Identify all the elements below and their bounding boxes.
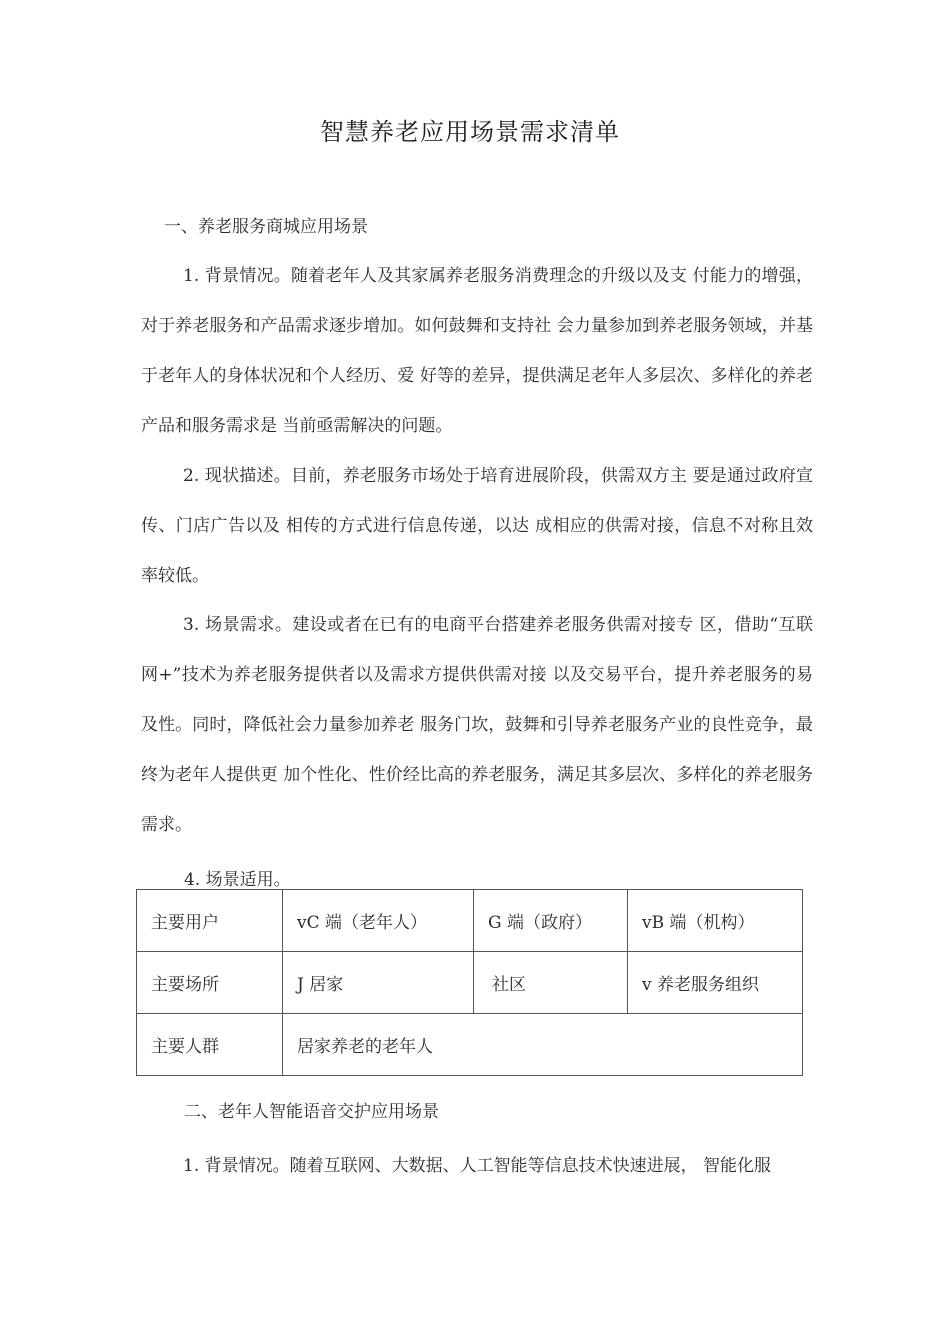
table-cell: vC 端（老年人） bbox=[283, 890, 474, 952]
table-row-label: 主要人群 bbox=[137, 1014, 283, 1076]
table-row bbox=[137, 952, 803, 1014]
table-cell: 社区 bbox=[474, 952, 628, 1014]
table-cell: G 端（政府） bbox=[474, 890, 628, 952]
page-title: 智慧养老应用场景需求清单 bbox=[320, 118, 620, 146]
section-1-paragraph-background: 1. 背景情况。随着老年人及其家属养老服务消费理念的升级以及支 付能力的增强，对于养老服务和产品需求逐步增加。如何鼓舞和支持社 会力量参加到养老服务领域，并基于老年人的身体状况和个人经历、爱 好等的差异，提供满足老年人多层次、多样化的养老产品和服务需求是 当前亟需解决的问题。 bbox=[141, 266, 813, 436]
table-cell: 居家养老的老年人 bbox=[283, 1014, 803, 1076]
table-row bbox=[137, 1014, 803, 1076]
table-cell: J 居家 bbox=[283, 952, 474, 1014]
section-1-applicability-heading: 4. 场景适用。 bbox=[184, 870, 291, 890]
section-1-heading: 一、养老服务商城应用场景 bbox=[164, 217, 368, 237]
section-1-paragraph-requirement: 3. 场景需求。建设或者在已有的电商平台搭建养老服务供需对接专 区，借助“互联网+”技术为养老服务提供者以及需求方提供供需对接 以及交易平台，提升养老服务的易及性。同时，降低社会力量参加养老 服务门坎，鼓舞和引导养老服务产业的良性竞争，最终为老年人提供更 加个性化、性价经比高的养老服务，满足其多层次、多样化的养老服务 需求。 bbox=[141, 615, 813, 835]
table-row-label: 主要用户 bbox=[137, 890, 283, 952]
applicability-table bbox=[136, 889, 803, 1076]
section-2-heading: 二、老年人智能语音交护应用场景 bbox=[184, 1102, 439, 1122]
section-1-paragraph-status: 2. 现状描述。目前，养老服务市场处于培育进展阶段，供需双方主 要是通过政府宣传、门店广告以及 相传的方式进行信息传递，以达 成相应的供需对接，信息不对称且效率较低。 bbox=[141, 466, 813, 586]
section-2-paragraph-background: 1. 背景情况。随着互联网、大数据、人工智能等信息技术快速进展， 智能化服 bbox=[183, 1156, 772, 1176]
table-cell: v 养老服务组织 bbox=[628, 952, 803, 1014]
table-row-label: 主要场所 bbox=[137, 952, 283, 1014]
table-row bbox=[137, 890, 803, 952]
table-cell: vB 端（机构） bbox=[628, 890, 803, 952]
